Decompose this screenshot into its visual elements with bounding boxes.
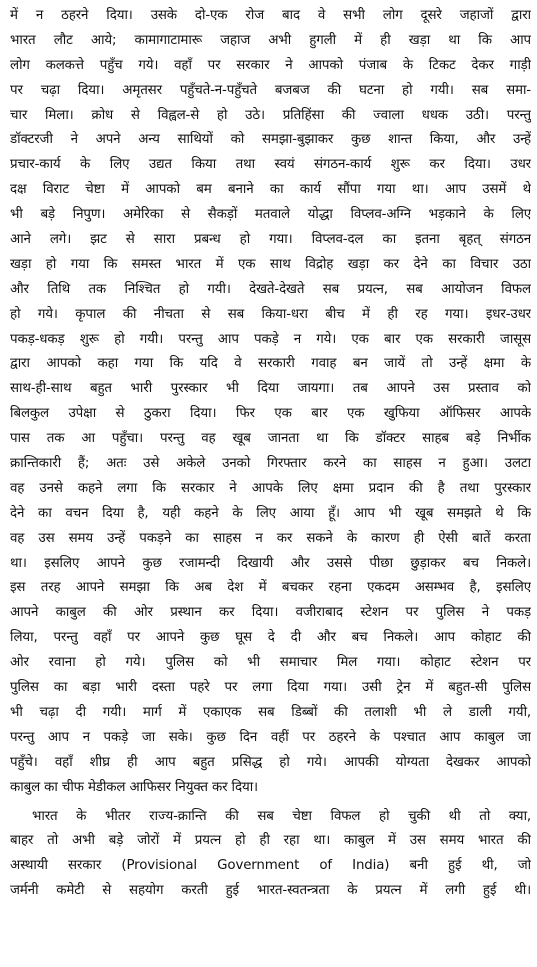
text-line: पर चढ़ा दिया। अमृतसर पहुँचते-न-पहुँचते बजबज की घटना हो गयी। सब समा- xyxy=(10,82,531,98)
text-line: पहुँचे। वहाँ शीघ्र ही आप बहुत प्रसिद्ध हो गये। आपकी योग्यता देखकर आपको xyxy=(10,754,531,770)
text-line: पुलिस का बड़ा भारी दस्ता पहरे पर लगा दिया गया। उसी ट्रेन में बहुत-सी पुलिस xyxy=(10,680,531,696)
text-line: आपने काबुल की ओर प्रस्थान कर दिया। वजीराबाद स्टेशन पर पुलिस ने पकड़ xyxy=(10,605,531,621)
paragraph-2 xyxy=(10,805,531,905)
text-line: भारत लौट आये; कामागाटामारू जहाज अभी हुगली में ही खड़ा था कि आप xyxy=(10,32,531,48)
text-line: और तिथि तक निश्चित हो गयी। देखते-देखते सब प्रयत्न, सब आयोजन विफल xyxy=(10,281,531,297)
paragraph-1 xyxy=(10,4,531,801)
text-line: देने का वचन दिया है, यही कहने के लिए आया हूँ। आप भी खूब समझते थे कि xyxy=(10,505,531,521)
text-line: बाहर तो अभी बड़े जोरों में प्रयत्न हो ही रहा था। काबुल में उस समय भारत की xyxy=(10,833,531,849)
text-line: जर्मनी कमेटी से सहयोग करती हुई भारत-स्वतन्त्रता के प्रयत्न में लगी हुई थी। xyxy=(10,883,531,899)
text-line: आने लगे। झट से सारा प्रबन्ध हो गया। विप्लव-दल का इतना बृहत् संगठन xyxy=(10,232,531,248)
text-line: द्वारा आपको कहा गया कि यदि वे सरकारी गवाह बन जायें तो उन्हें क्षमा के xyxy=(10,356,531,372)
text-line: हो गये। कृपाल की नीचता से सब किया-धरा बीच में ही रह गया। इधर-उधर xyxy=(10,306,531,322)
text-line: था। इसलिए आपने कुछ रजामन्दी दिखायी और उससे पीछा छुड़ाकर बच निकले। xyxy=(10,555,531,571)
text-line: वह उनसे कहने लगा कि सरकार ने आपके लिए क्षमा प्रदान की है तथा पुरस्कार xyxy=(10,480,531,496)
text-line: दक्ष विराट चेष्टा में आपको बम बनाने का कार्य सौंपा गया था। आप उसमें थे xyxy=(10,182,531,198)
text-line: इस तरह आपने समझा कि अब देश में बचकर रहना एकदम असम्भव है, इसलिए xyxy=(10,580,531,596)
text-line: भी चढ़ा दी गयी। मार्ग में एकाएक सब डिब्बों की तलाशी भी ले डाली गयी, xyxy=(10,704,531,720)
text-line: परन्तु आप न पकड़े जा सके। कुछ दिन वहीं पर ठहरने के पश्चात आप काबुल जा xyxy=(10,729,531,745)
text-line: अस्थायी सरकार (Provisional Government of India) बनी हुई थी, जो xyxy=(10,858,531,874)
text-line: पकड़-धकड़ शुरू हो गयी। परन्तु आप पकड़े न गये। एक बार एक सरकारी जासूस xyxy=(10,331,531,347)
text-line: प्रचार-कार्य के लिए उद्यत किया तथा स्वयं संगठन-कार्य शुरू कर दिया। उधर xyxy=(10,157,531,173)
text-line: लोग कलकत्ते पहुँच गये। वहाँ पर सरकार ने आपको पंजाब के टिकट देकर गाड़ी xyxy=(10,57,531,73)
text-line: वह उस समय उन्हें पकड़ने का साहस न कर सकने के कारण ही ऐसी बातें करता xyxy=(10,530,531,546)
text-line: डॉक्टरजी ने अपने अन्य साथियों को समझा-बुझाकर कुछ शान्त किया, और उन्हें xyxy=(10,132,531,148)
text-line: लिया, परन्तु वहाँ पर आपने कुछ घूस दे दी और बच निकले। आप कोहाट की xyxy=(10,630,531,646)
text-line: काबुल का चीफ मेडीकल आफिसर नियुक्त कर दिया। xyxy=(10,779,258,795)
text-line: में न ठहरने दिया। उसके दो-एक रोज बाद वे सभी लोग दूसरे जहाजों द्वारा xyxy=(10,8,531,23)
text-line: भी बड़े निपुण। अमेरिका से सैकड़ों मतवाले योद्धा विप्लव-अग्नि भड़काने के लिए xyxy=(10,207,531,223)
text-line: ओर रवाना हो गये। पुलिस को भी समाचार मिल गया। कोहाट स्टेशन पर xyxy=(10,655,531,671)
text-line: साथ-ही-साथ बहुत भारी पुरस्कार भी दिया जायगा। तब आपने उस प्रस्ताव को xyxy=(10,381,531,397)
text-line: क्रान्तिकारी हैं; अतः उसे अकेले उनको गिरफ्तार करने का साहस न हुआ। उलटा xyxy=(10,456,531,472)
text-line: खड़ा हो गया कि समस्त भारत में एक साथ विद्रोह खड़ा कर देने का विचार उठा xyxy=(10,256,531,272)
text-line: पास तक आ पहुँचा। परन्तु वह खूब जानता था कि डॉक्टर साहब बड़े निर्भीक xyxy=(10,431,531,447)
text-line: चार मिला। क्रोध से विह्वल-से हो उठे। प्रतिहिंसा की ज्वाला धधक उठी। परन्तु xyxy=(10,107,531,123)
text-line: बिलकुल उपेक्षा से ठुकरा दिया। फिर एक बार एक खुफिया ऑफिसर आपके xyxy=(10,406,531,422)
text-line: भारत के भीतर राज्य-क्रान्ति की सब चेष्टा विफल हो चुकी थी तो क्या, xyxy=(32,808,531,824)
